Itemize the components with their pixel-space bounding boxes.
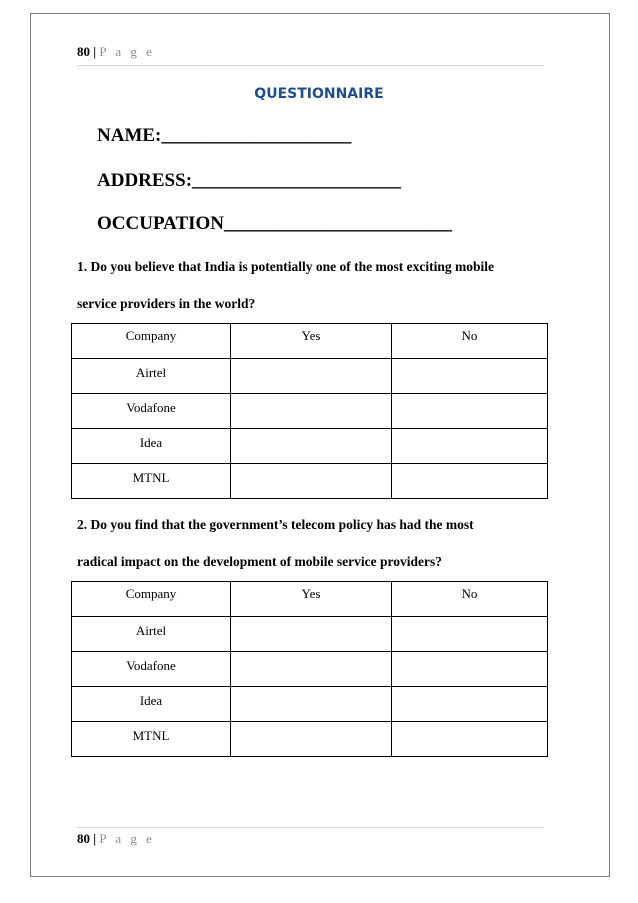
yes-cell[interactable] <box>231 464 392 499</box>
address-field: ADDRESS:______________________ <box>97 170 402 191</box>
page-header <box>77 44 155 60</box>
page-label: P a g e <box>99 44 155 59</box>
page-footer <box>77 831 155 847</box>
no-cell[interactable] <box>392 617 548 652</box>
occupation-field: OCCUPATION________________________ <box>97 213 453 234</box>
yes-cell[interactable] <box>231 359 392 394</box>
question-2-line-1: 2. Do you find that the government’s telecom policy has had the most <box>77 517 474 532</box>
question-2-table <box>71 581 548 757</box>
no-cell[interactable] <box>392 687 548 722</box>
table-row <box>72 394 548 429</box>
table-row <box>72 429 548 464</box>
table-row <box>72 617 548 652</box>
no-cell[interactable] <box>392 394 548 429</box>
no-cell[interactable] <box>392 722 548 757</box>
header-yes: Yes <box>231 582 392 617</box>
company-cell: Idea <box>72 687 231 722</box>
company-cell: Airtel <box>72 359 231 394</box>
question-1-table <box>71 323 548 499</box>
page-number: 80 <box>77 44 90 59</box>
table-header-row <box>72 324 548 359</box>
company-cell: MTNL <box>72 464 231 499</box>
table-header-row <box>72 582 548 617</box>
no-cell[interactable] <box>392 652 548 687</box>
company-cell: MTNL <box>72 722 231 757</box>
question-1 <box>77 248 557 322</box>
company-cell: Vodafone <box>72 652 231 687</box>
yes-cell[interactable] <box>231 617 392 652</box>
footer-rule <box>77 827 544 828</box>
document-title: QUESTIONNAIRE <box>254 86 384 102</box>
header-rule <box>77 65 544 66</box>
question-2 <box>77 506 557 580</box>
company-cell: Vodafone <box>72 394 231 429</box>
header-company: Company <box>72 324 231 359</box>
name-field: NAME:____________________ <box>97 125 352 146</box>
header-company: Company <box>72 582 231 617</box>
table-row <box>72 722 548 757</box>
table-row <box>72 652 548 687</box>
footer-page-label: P a g e <box>99 831 155 846</box>
question-1-line-2: service providers in the world? <box>77 296 256 311</box>
footer-page-separator: | <box>93 831 97 846</box>
header-yes: Yes <box>231 324 392 359</box>
no-cell[interactable] <box>392 429 548 464</box>
yes-cell[interactable] <box>231 394 392 429</box>
table-row <box>72 464 548 499</box>
table-row <box>72 359 548 394</box>
no-cell[interactable] <box>392 359 548 394</box>
question-2-line-2: radical impact on the development of mobile service providers? <box>77 554 442 569</box>
footer-page-number: 80 <box>77 831 90 846</box>
table-row <box>72 687 548 722</box>
header-no: No <box>392 582 548 617</box>
yes-cell[interactable] <box>231 652 392 687</box>
header-no: No <box>392 324 548 359</box>
company-cell: Airtel <box>72 617 231 652</box>
question-1-line-1: 1. Do you believe that India is potentially one of the most exciting mobile <box>77 259 494 274</box>
company-cell: Idea <box>72 429 231 464</box>
no-cell[interactable] <box>392 464 548 499</box>
yes-cell[interactable] <box>231 429 392 464</box>
page-separator: | <box>93 44 97 59</box>
yes-cell[interactable] <box>231 687 392 722</box>
yes-cell[interactable] <box>231 722 392 757</box>
